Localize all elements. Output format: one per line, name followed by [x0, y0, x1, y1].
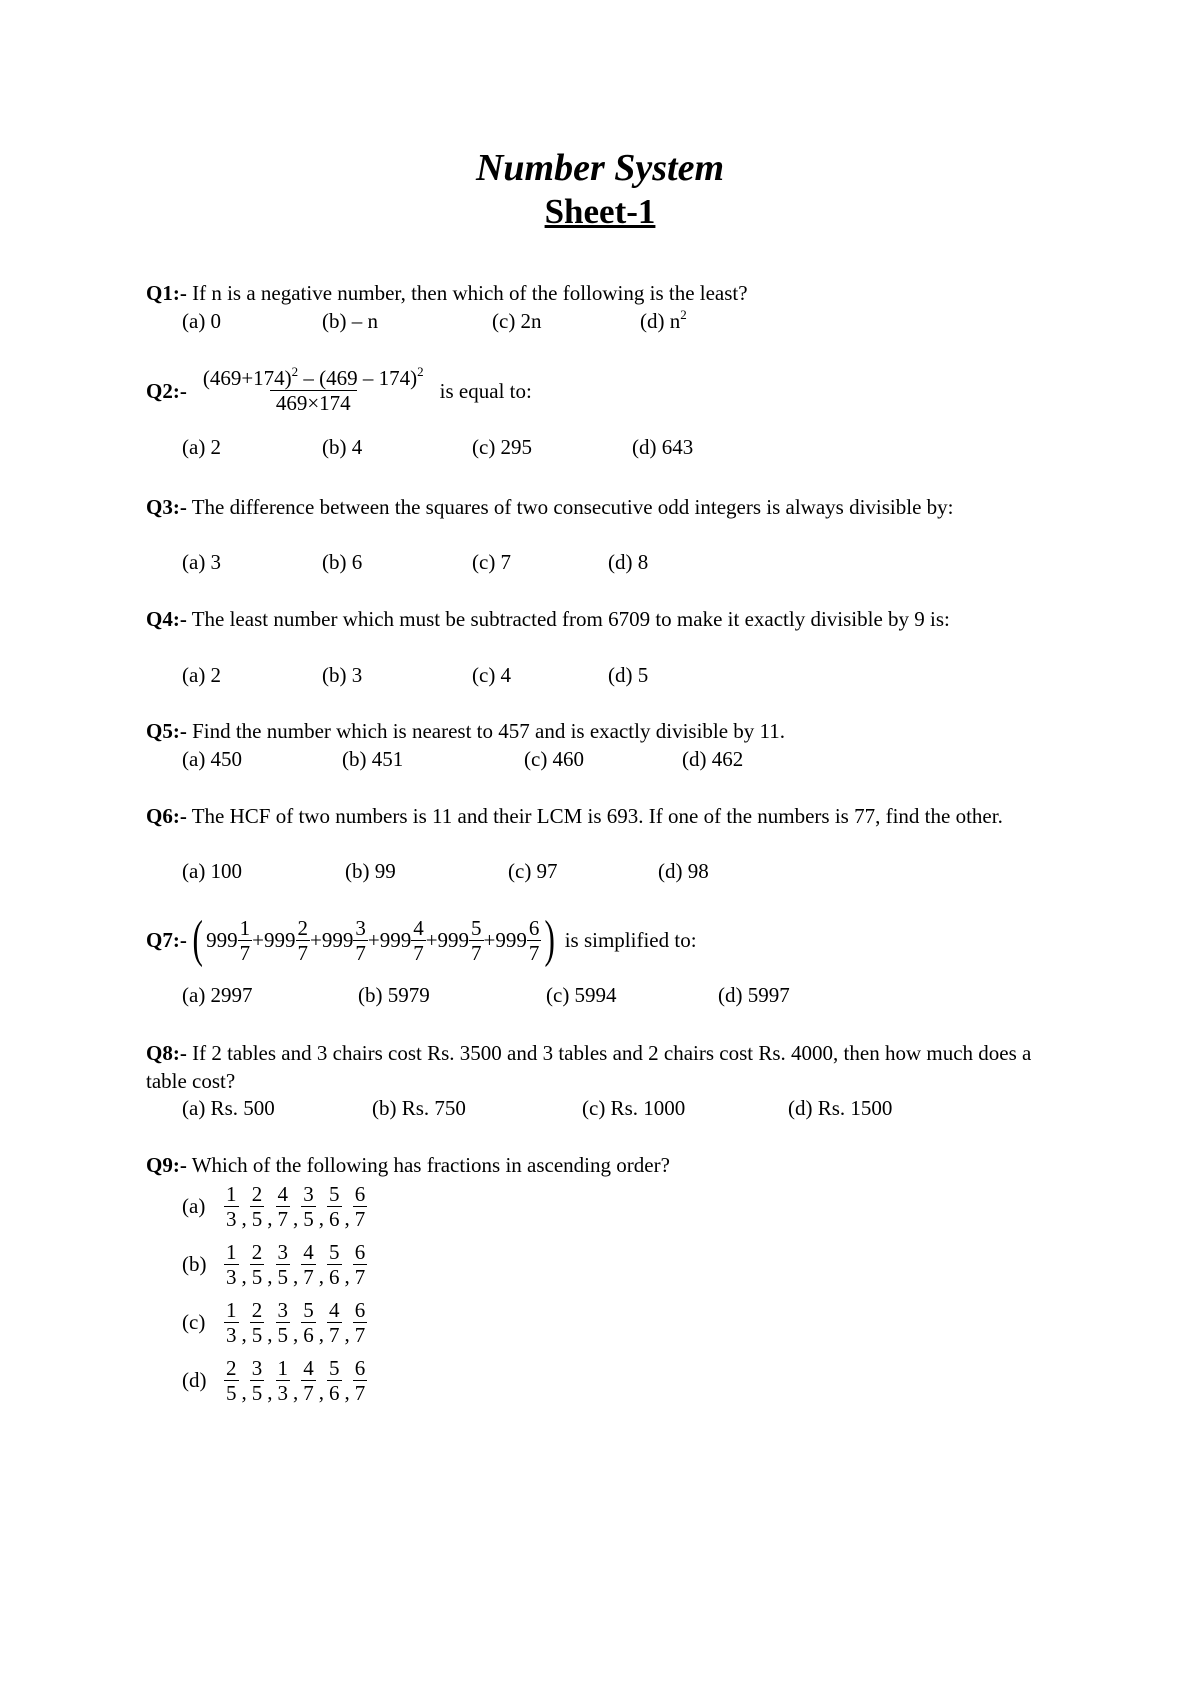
comma: ,: [318, 1379, 324, 1404]
option-b: (b) 451: [342, 747, 404, 771]
question-4: [146, 605, 1056, 633]
question-text: Which of the following has fractions in ascending order?: [191, 1153, 670, 1177]
numerator: 4: [303, 1355, 314, 1380]
denominator: 6: [329, 1264, 340, 1289]
plus-sign: +: [367, 928, 380, 952]
denominator: 7: [354, 1206, 366, 1231]
denominator: 5: [251, 1264, 263, 1289]
q2-numerator-b: – (469 – 174): [298, 366, 418, 390]
numerator: 6: [354, 1297, 366, 1322]
option-d: (d) 8: [608, 550, 649, 574]
fraction: [327, 1298, 342, 1347]
option-label: (d): [182, 1367, 207, 1392]
numerator: 6: [354, 1355, 366, 1380]
question-7: [146, 911, 1056, 968]
page-title: Number System: [475, 147, 725, 189]
question-text: Find the number which is nearest to 457 and is exactly divisible by 11.: [192, 719, 786, 743]
q2-numerator-a: (469+174): [202, 366, 292, 390]
mixed-number: [206, 916, 252, 965]
numerator: 5: [303, 1297, 314, 1322]
mixed-number: [495, 916, 541, 965]
question-label: Q3:-: [146, 495, 187, 519]
question-text: The least number which must be subtracted from 6709 to make it exactly divisible by 9 is:: [191, 607, 950, 631]
option-d: (d) $n^2$: [640, 307, 687, 333]
fraction: [276, 1240, 291, 1289]
denominator: 7: [354, 1322, 366, 1347]
denominator: 7: [354, 1380, 366, 1405]
comma: ,: [344, 1379, 350, 1404]
option-b: (b) – n: [322, 309, 378, 333]
option-row: [182, 1352, 367, 1408]
comma: ,: [344, 1321, 350, 1346]
q2-denominator: 469×174: [270, 390, 357, 415]
whole-part: 999: [206, 928, 238, 952]
option-c: (c) Rs. 1000: [582, 1096, 686, 1120]
fraction: [276, 1298, 291, 1347]
whole-part: 999: [437, 928, 470, 952]
option-row: [182, 1178, 367, 1234]
denominator: 5: [277, 1322, 288, 1347]
plus-sign: +: [310, 928, 322, 952]
question-label: Q5:-: [146, 719, 187, 743]
fraction: [353, 916, 368, 965]
right-paren: ): [544, 911, 556, 968]
numerator: 6: [354, 1181, 366, 1206]
fraction: [353, 1182, 368, 1231]
option-a: (a) 2: [182, 663, 222, 687]
mixed-number: [380, 916, 426, 965]
question-6: [146, 802, 1056, 830]
denominator: 7: [277, 1206, 288, 1231]
option-label: (c): [182, 1309, 206, 1334]
denominator: 7: [471, 940, 482, 965]
numerator: 2: [297, 915, 308, 940]
comma: ,: [267, 1263, 273, 1288]
question-5: [146, 717, 1056, 745]
superscript: 2: [680, 307, 687, 322]
option-d: (d) 462: [682, 747, 744, 771]
numerator: 4: [303, 1239, 314, 1264]
option-d: (d) 5: [608, 663, 649, 687]
fraction: [353, 1240, 368, 1289]
fraction: [301, 1356, 316, 1405]
question-1: [146, 279, 1056, 307]
numerator: 5: [329, 1239, 340, 1264]
option-c: (c) 7: [472, 550, 512, 574]
denominator: 7: [413, 940, 424, 965]
denominator: 5: [251, 1206, 263, 1231]
question-label: Q9:-: [146, 1153, 187, 1177]
comma: ,: [241, 1263, 247, 1288]
option-d: (d) 5997: [718, 983, 790, 1007]
denominator: 7: [329, 1322, 340, 1347]
option-a: (a) 3: [182, 550, 222, 574]
option-c: (c) 460: [524, 747, 585, 771]
denominator: 7: [303, 1380, 314, 1405]
fraction: [276, 1182, 291, 1231]
numerator: 3: [355, 915, 366, 940]
denominator: 5: [251, 1380, 263, 1405]
numerator: 4: [329, 1297, 340, 1322]
option-a: (a) 2: [182, 435, 222, 459]
fraction: [527, 916, 542, 965]
question-text: The difference between the squares of two consecutive odd integers is always divisible by:: [191, 495, 954, 519]
comma: ,: [267, 1379, 273, 1404]
comma: ,: [267, 1321, 273, 1346]
fraction: [327, 1240, 342, 1289]
whole-part: 999: [264, 928, 296, 952]
comma: ,: [344, 1263, 350, 1288]
denominator: 7: [239, 940, 251, 965]
comma: ,: [318, 1321, 324, 1346]
option-c: (c) 5994: [546, 983, 617, 1007]
numerator: 1: [277, 1355, 288, 1380]
plus-sign: +: [252, 928, 264, 952]
option-b: (b) 3: [322, 663, 363, 687]
option-b: (b) 4: [322, 435, 363, 459]
denominator: 5: [226, 1380, 237, 1405]
plus-sign: +: [483, 928, 496, 952]
fraction: [250, 1356, 265, 1405]
comma: ,: [293, 1205, 299, 1230]
denominator: 5: [303, 1206, 314, 1231]
option-label: (b): [182, 1251, 207, 1276]
question-label: Q4:-: [146, 607, 187, 631]
option-a: (a) 0: [182, 309, 222, 333]
question-3: [146, 493, 1056, 521]
question-text: is simplified to:: [564, 928, 697, 952]
numerator: 5: [471, 915, 482, 940]
question-text: If 2 tables and 3 chairs cost Rs. 3500 and 3 tables and 2 chairs cost Rs. 4000, then how much does a table cost?: [146, 1041, 1032, 1093]
comma: ,: [318, 1205, 324, 1230]
option-a: (a) 450: [182, 747, 243, 771]
question-text: If n is a negative number, then which of the following is the least?: [192, 281, 748, 305]
option-b: (b) Rs. 750: [372, 1096, 466, 1120]
question-label: Q2:-: [146, 378, 187, 403]
fraction: [250, 1240, 265, 1289]
numerator: 3: [277, 1297, 288, 1322]
numerator: 4: [277, 1181, 288, 1206]
comma: ,: [293, 1379, 299, 1404]
numerator: 5: [329, 1181, 340, 1206]
option-d: (d) Rs. 1500: [788, 1096, 893, 1120]
whole-part: 999: [321, 928, 354, 952]
numerator: 2: [226, 1355, 237, 1380]
numerator: 6: [354, 1239, 366, 1264]
fraction: [353, 1356, 368, 1405]
option-a: (a) 2997: [182, 983, 253, 1007]
option-a: (a) 100: [182, 859, 243, 883]
fraction: [238, 916, 253, 965]
option-c: (c) 2n: [492, 309, 542, 333]
question-8: [146, 1039, 1056, 1095]
numerator: 1: [226, 1297, 237, 1322]
fraction: [224, 1240, 239, 1289]
option-a: (a) Rs. 500: [182, 1096, 275, 1120]
fraction: [250, 1182, 265, 1231]
denominator: 7: [297, 940, 308, 965]
denominator: 7: [528, 940, 540, 965]
comma: ,: [241, 1205, 247, 1230]
question-label: Q6:-: [146, 804, 187, 828]
fraction: [327, 1356, 342, 1405]
denominator: 3: [226, 1206, 237, 1231]
question-2: [146, 366, 1056, 415]
denominator: 7: [303, 1264, 314, 1289]
comma: ,: [318, 1263, 324, 1288]
page-subtitle: Sheet-1: [544, 192, 656, 231]
option-b: (b) 5979: [358, 983, 430, 1007]
numerator: 2: [251, 1297, 263, 1322]
option-c: (c) 4: [472, 663, 512, 687]
comma: ,: [344, 1205, 350, 1230]
option-label: (a): [182, 1193, 206, 1218]
fraction: [353, 1298, 368, 1347]
denominator: 3: [226, 1322, 237, 1347]
plus-sign: +: [425, 928, 438, 952]
question-text: The HCF of two numbers is 11 and their LCM is 693. If one of the numbers is 77, find the other.: [191, 804, 1003, 828]
denominator: 3: [277, 1380, 288, 1405]
comma: ,: [293, 1263, 299, 1288]
question-label: Q7:-: [146, 928, 187, 952]
fraction: [411, 916, 426, 965]
option-d: (d) 643: [632, 435, 694, 459]
fraction: [469, 916, 484, 965]
q2-fraction: $\frac{(469+174)^2 - (469 - 174)^2}{469\times 174}$: [202, 364, 424, 415]
numerator: 3: [251, 1355, 263, 1380]
numerator: 3: [277, 1239, 288, 1264]
fraction: [224, 1182, 239, 1231]
comma: ,: [241, 1321, 247, 1346]
mixed-number: [264, 916, 310, 965]
numerator: 1: [239, 915, 251, 940]
fraction: [301, 1240, 316, 1289]
question-9: [146, 1151, 1056, 1179]
option-c: (c) 295: [472, 435, 533, 459]
denominator: 7: [355, 940, 366, 965]
option-c: (c) 97: [508, 859, 558, 883]
denominator: 6: [303, 1322, 314, 1347]
denominator: 7: [354, 1264, 366, 1289]
question-label: Q1:-: [146, 281, 187, 305]
comma: ,: [241, 1379, 247, 1404]
left-paren: (: [192, 911, 203, 968]
option-b: (b) 99: [345, 859, 396, 883]
fraction: [224, 1298, 239, 1347]
denominator: 6: [329, 1206, 340, 1231]
mixed-number: [322, 916, 368, 965]
numerator: 4: [413, 915, 424, 940]
numerator: 1: [226, 1181, 237, 1206]
question-label: Q8:-: [146, 1041, 187, 1065]
question-text: is equal to:: [439, 378, 532, 403]
denominator: 5: [251, 1322, 263, 1347]
fraction: [250, 1298, 265, 1347]
numerator: 2: [251, 1239, 263, 1264]
denominator: 3: [226, 1264, 237, 1289]
fraction: [301, 1182, 316, 1231]
option-d: (d) 98: [658, 859, 709, 883]
numerator: 3: [303, 1181, 314, 1206]
option-row: [182, 1236, 367, 1292]
numerator: 5: [329, 1355, 340, 1380]
fraction: [276, 1356, 291, 1405]
comma: ,: [293, 1321, 299, 1346]
mixed-number: [438, 916, 484, 965]
fraction: [301, 1298, 316, 1347]
fraction: [296, 916, 311, 965]
whole-part: 999: [379, 928, 412, 952]
denominator: 5: [277, 1264, 288, 1289]
comma: ,: [267, 1205, 273, 1230]
numerator: 1: [226, 1239, 237, 1264]
option-row: [182, 1294, 367, 1350]
fraction: [327, 1182, 342, 1231]
option-b: (b) 6: [322, 550, 363, 574]
fraction: [224, 1356, 239, 1405]
denominator: 6: [329, 1380, 340, 1405]
whole-part: 999: [495, 928, 527, 952]
numerator: 6: [528, 915, 540, 940]
numerator: 2: [251, 1181, 263, 1206]
q7-expression: [206, 916, 541, 965]
